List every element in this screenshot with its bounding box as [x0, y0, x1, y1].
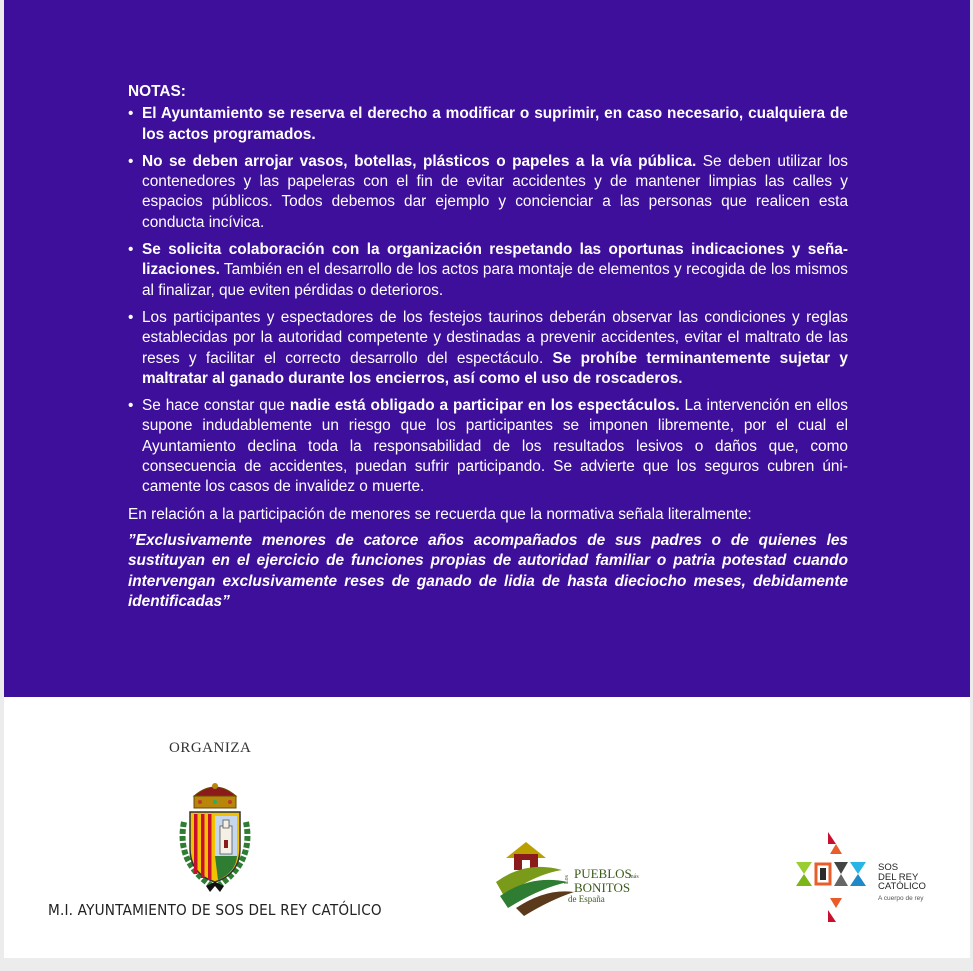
- note-item: [128, 104, 848, 145]
- coat-of-arms-icon: [172, 782, 258, 894]
- bullet-icon: •: [128, 241, 134, 259]
- sos-tagline: A cuerpo de rey: [878, 895, 924, 902]
- note-text: También en el desarrollo de los actos para montaje de elementos y recogida de los mismos al finalizar, que eviten pérdidas o deterioros.: [142, 261, 848, 299]
- bullet-icon: •: [128, 152, 134, 170]
- pueblos-bonitos-logo: [476, 830, 646, 926]
- notes-heading: NOTAS:: [128, 83, 186, 100]
- sos-line2: DEL REY: [878, 871, 919, 883]
- note-text: Los participantes y espectadores de los festejos taurinos deberán observar las condiciones y reglas establecidas por la autoridad competente y destinadas a prevenir accidentes, evitar el maltrato de las reses y facilitar el correcto desarrollo del espectáculo.: [142, 308, 848, 367]
- sos-logo-text: [878, 863, 926, 892]
- pueblos-small-text: Los: [564, 875, 570, 884]
- note-item: [128, 308, 848, 389]
- note-bold: nadie está obligado a participar en los espectáculos.: [289, 397, 680, 415]
- notes-panel: [4, 0, 970, 697]
- pueblos-line1: PUEBLOS: [574, 866, 632, 881]
- note-text: La intervención en ellos supone indudablemente un riesgo que los participantes se imponen libremente, por el cual el Ayuntamiento declina toda la responsabilidad de los resultados lesivos o daños que, como consecuencia de accidentes, puedan sufrir participando. Se advierte que los seguros cubren únicamente los casos de invalidez o muerte.: [142, 397, 849, 496]
- sos-line1: SOS: [878, 862, 899, 873]
- sos-del-rey-catolico-logo: [790, 832, 876, 924]
- organizer-name: M.I. AYUNTAMIENTO DE SOS DEL REY CATÓLICO: [48, 901, 382, 919]
- legal-quote: ”Exclusivamente menores de catorce años acompañados de sus padres o de quienes les sustituyan en el ejercicio de funciones propias de autoridad familiar o patria potestad cuando intervengan exclusivamente reses de ganado de lidia de hasta dieciocho meses, debidamente identificadas”: [128, 531, 848, 610]
- pueblos-more-text: más: [629, 874, 639, 880]
- note-text: Se deben utilizar los contenedores y las papeleras con el fin de evitar accidentes y de mantener limpias las calles y espacios públicos. Todos debemos dar ejemplo y concienciar a las personas que realicen esta conducta incívica.: [142, 152, 848, 231]
- note-item: [128, 396, 848, 497]
- bullet-icon: •: [128, 105, 134, 123]
- note-bold: El Ayuntamiento se reserva el derecho a modificar o suprimir, en caso necesario, cualquiera de los actos programados.: [142, 105, 848, 143]
- note-item: [128, 240, 848, 301]
- sos-line3: CATÓLICO: [878, 881, 926, 892]
- bullet-icon: •: [128, 397, 134, 415]
- pueblos-line2: BONITOS: [574, 880, 631, 895]
- pueblos-line3: de España: [568, 894, 605, 904]
- note-text: Se hace constar que: [142, 397, 290, 415]
- page: [4, 0, 970, 958]
- note-bold: Se prohíbe terminantemente sujetar y maltratar al ganado durante los encierros, así como el uso de roscaderos.: [142, 349, 848, 387]
- minors-intro: En relación a la participación de menores se recuerda que la normativa señala literalmente:: [128, 505, 752, 523]
- note-item: [128, 152, 848, 233]
- organiza-label: ORGANIZA: [169, 740, 252, 756]
- note-bold: Se solicita colaboración con la organización respetando las oportunas indicaciones y señalizaciones.: [142, 241, 848, 279]
- notes-section: [128, 82, 848, 612]
- note-bold: No se deben arrojar vasos, botellas, plásticos o papeles a la vía pública.: [142, 152, 697, 170]
- bullet-icon: •: [128, 308, 134, 326]
